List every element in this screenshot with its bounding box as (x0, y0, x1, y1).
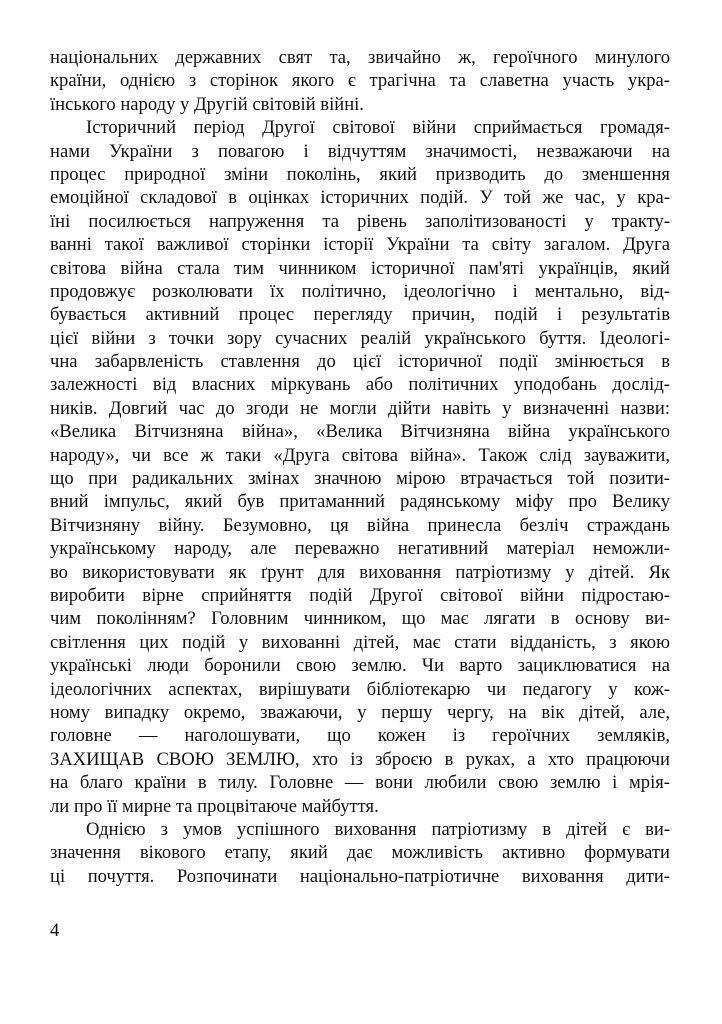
text-line: національних державних свят та, звичайно ж, героїчного минулого (50, 47, 670, 68)
text-line: Історичний період Другої світової війни сприймається громадя- (86, 117, 670, 139)
text-line: во використовувати як ґрунт для виховання патріотизму у дітей. Як (50, 561, 670, 583)
text-line: бувається активний процес перегляду причин, подій і результатів (50, 304, 670, 326)
text-line: вний імпульс, який був притаманний радянському міфу про Велику (50, 491, 670, 513)
paragraph-continuation (50, 46, 670, 116)
text-line: народу», чи все ж таки «Друга світова війна». Також слід зауважити, (50, 444, 670, 466)
page-number: 4 (50, 920, 60, 941)
text-line: ників. Довгий час до згоди не могли дійти навіть у визначенні назви: (50, 397, 670, 419)
text-line: що при радикальних змінах значною мірою втрачається той позити- (50, 468, 670, 490)
paragraph-age-stage (50, 818, 670, 888)
text-line: ідеологічних аспектах, вирішувати бібліотекарю чи педагогу у кож- (50, 678, 670, 700)
text-line: головне — наголошувати, що кожен із героїчних земляків, (50, 725, 670, 747)
text-line: українському народу, але переважно негативний матеріал неможли- (50, 538, 670, 560)
text-line: ЗАХИЩАВ СВОЮ ЗЕМЛЮ, хто із зброєю в руках, а хто працюючи (50, 748, 670, 770)
text-line: емоційної складової в оцінках історичних подій. У той же час, у кра- (50, 187, 670, 209)
text-line: світлення цих подій у вихованні дітей, має стати відданість, з якою (50, 631, 670, 653)
text-line: ному випадку окремо, зважаючи, у першу чергу, на вік дітей, але, (50, 701, 670, 723)
text-line: Вітчизняну війну. Безумовно, ця війна принесла безліч страждань (50, 514, 670, 536)
text-line: нами України з повагою і відчуттям значимості, незважаючи на (50, 140, 670, 162)
text-line: цієї війни з точки зору сучасних реалій українського буття. Ідеологі- (50, 327, 670, 349)
text-line: світова війна стала тим чинником історичної пам'яті українців, який (50, 257, 670, 279)
text-line: їні посилюється напруження та рівень заполітизованості у тракту- (50, 210, 670, 232)
document-page (50, 46, 670, 888)
text-line: «Велика Вітчизняна війна», «Велика Вітчизняна війна українського (50, 421, 670, 443)
text-line: ці почуття. Розпочинати національно-патріотичне виховання дити- (50, 865, 670, 887)
text-line: ли про її мирне та процвітаюче майбуття. (50, 795, 379, 817)
text-line: залежності від власних міркувань або політичних уподобань дослід- (50, 374, 670, 396)
text-line: чим поколінням? Головним чинником, що має лягати в основу ви- (50, 608, 670, 630)
text-line: продовжує розколювати їх політично, ідеологічно і ментально, від- (50, 280, 670, 302)
text-line: ванні такої важливої сторінки історії України та світу загалом. Друга (50, 234, 670, 256)
text-line: Однією з умов успішного виховання патріотизму в дітей є ви- (86, 818, 670, 840)
text-line: на благо країни в тилу. Головне — вони любили свою землю і мрія- (50, 772, 670, 794)
paragraph-ww2-historical-period (50, 116, 670, 818)
text-line: значення вікового етапу, який дає можливість активно формувати (50, 842, 670, 864)
text-line: українські люди боронили свою землю. Чи варто зациклюватися на (50, 655, 670, 677)
text-line: процес природної зміни поколінь, який призводить до зменшення (50, 163, 670, 185)
text-line: країни, однією з сторінок якого є трагічна та славетна участь укра- (50, 70, 670, 92)
text-line: чна забарвленість ставлення до цієї історичної події змінюється в (50, 351, 670, 373)
text-line: виробити вірне сприйняття подій Другої світової війни підростаю- (50, 584, 670, 606)
text-line: їнського народу у Другій світовій війні. (50, 93, 364, 115)
